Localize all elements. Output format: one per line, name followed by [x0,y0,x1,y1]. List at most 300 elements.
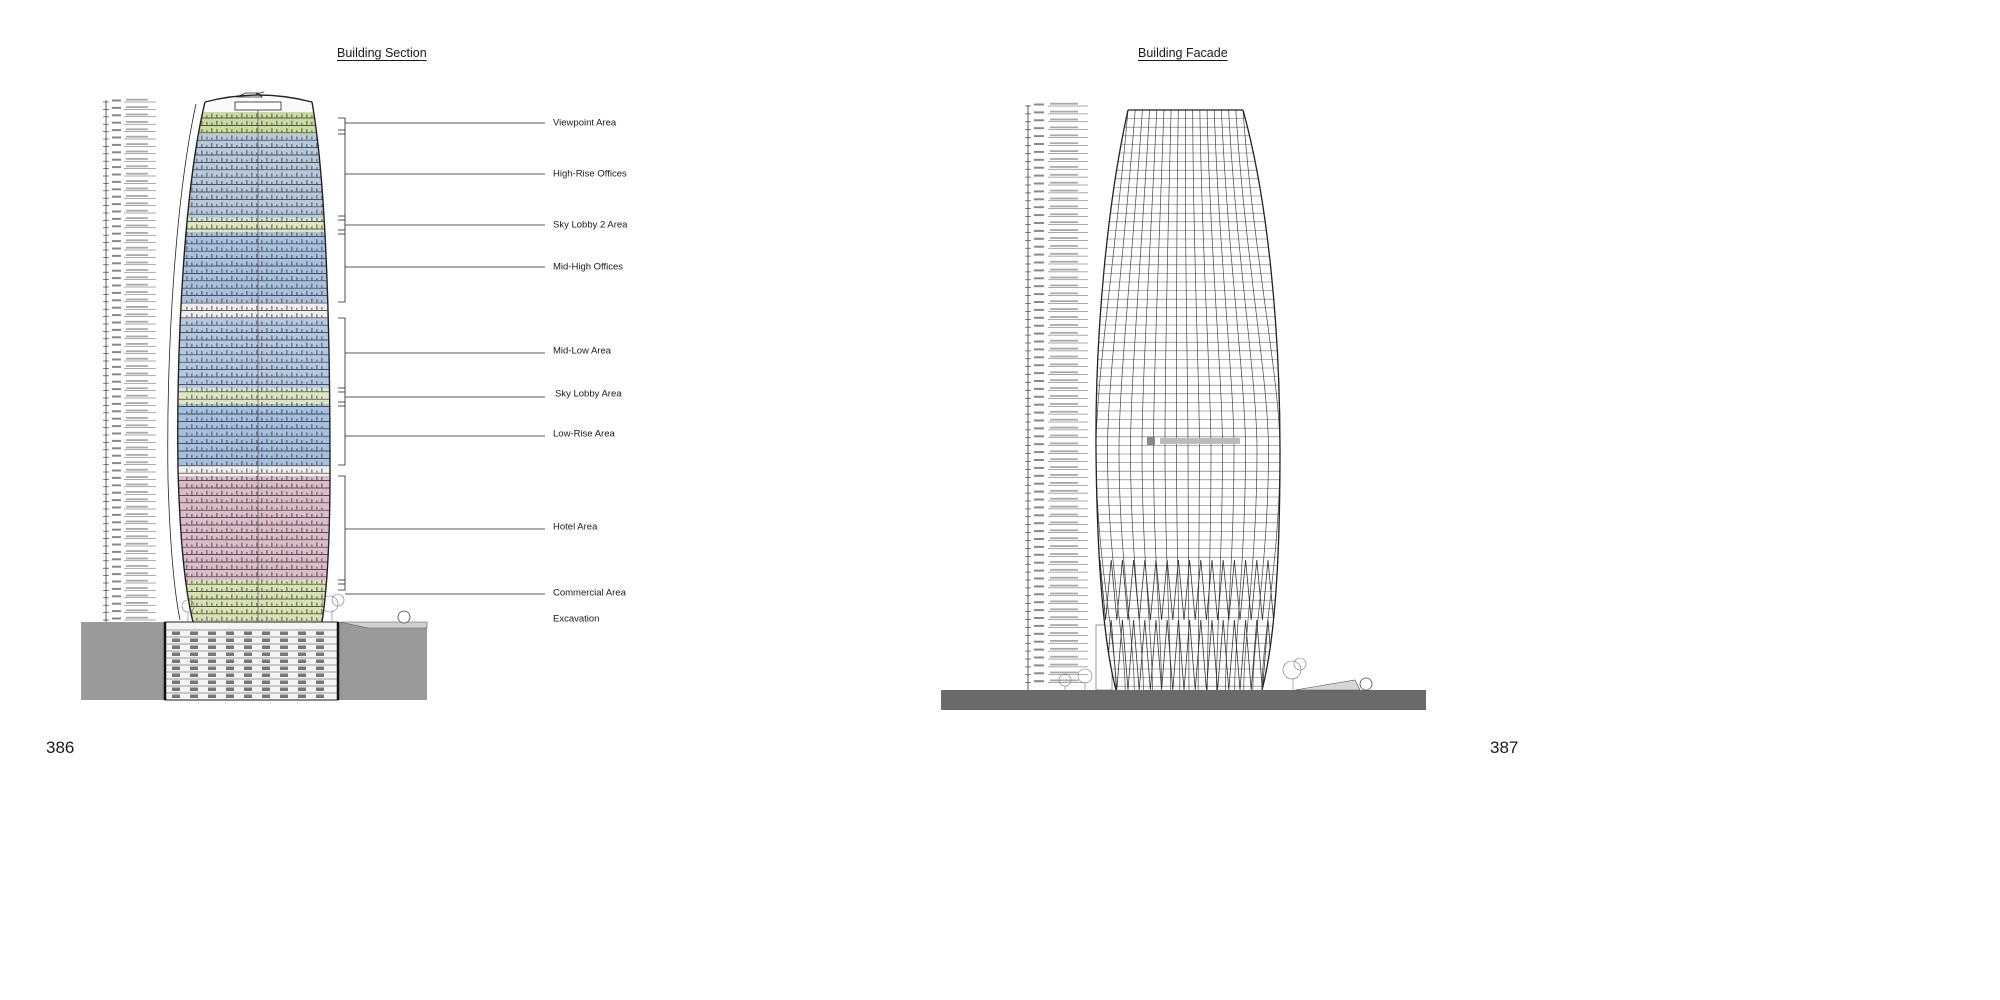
floor-detail [186,477,188,480]
floor-detail [286,270,288,273]
floor-detail [296,499,298,502]
level-mark [1034,388,1044,390]
floor-detail [316,410,318,413]
level-mark [126,195,148,197]
floor-detail [306,196,308,199]
floor-detail [241,113,243,117]
floor-detail [226,507,228,510]
floor-detail [246,513,248,517]
parking-car [262,632,270,636]
floor-detail [216,382,218,384]
floor-detail [191,212,193,214]
floor-detail [196,278,198,280]
floor-detail [241,471,243,473]
floor-detail [231,580,233,584]
level-mark [112,188,121,190]
level-mark [112,529,121,531]
floor-detail [221,470,223,473]
floor-detail [241,182,243,184]
floor-detail [301,582,303,584]
floor-detail [266,181,268,184]
floor-detail [301,285,303,288]
floor-detail [291,552,293,554]
floor-detail [241,536,243,539]
floor-detail [236,550,238,554]
floor-detail [321,558,323,561]
floor-detail [216,129,218,132]
floor-detail [206,337,208,339]
floor-detail [276,402,278,406]
floor-detail [316,417,318,421]
floor-detail [301,143,303,147]
floor-detail [256,299,258,302]
floor-detail [196,567,198,569]
floor-detail [251,602,253,606]
floor-detail [311,574,313,576]
floor-detail [241,485,243,487]
floor-detail [216,558,218,561]
floor-detail [231,537,233,539]
floor-detail [321,358,323,362]
floor-detail [291,150,293,154]
floor-detail [206,217,208,221]
floor-detail [296,373,298,376]
floor-detail [291,529,293,532]
floor-detail [321,387,323,391]
level-mark [126,121,148,123]
floor-detail [216,175,218,177]
floor-detail [226,138,228,140]
floor-detail [276,165,278,169]
floor-detail [306,232,308,236]
floor-detail [316,611,318,613]
floor-detail [221,499,223,502]
floor-detail [301,329,303,332]
floor-detail [186,144,188,147]
zone-label-sky-lobby: Sky Lobby Area [555,388,622,400]
level-mark [126,424,148,426]
floor-detail [296,269,298,273]
level-mark [1050,221,1078,223]
floor-detail [266,499,268,502]
floor-detail [196,500,198,502]
floor-detail [231,255,233,258]
floor-detail [221,284,223,288]
floor-detail [251,313,253,317]
floor-detail [266,323,268,325]
floor-detail [291,165,293,169]
floor-detail [186,397,188,399]
floor-detail [301,528,303,532]
floor-detail [216,121,218,125]
floor-detail [311,233,313,236]
level-mark [126,358,148,360]
level-mark [1050,656,1078,658]
floor-detail [251,359,253,362]
floor-detail [311,241,313,243]
floor-detail [266,559,268,561]
floor-detail [291,397,293,399]
floor-detail [271,306,273,310]
floor-detail [236,217,238,221]
floor-detail [321,537,323,539]
level-mark [112,159,121,161]
parking-car [172,660,180,664]
level-mark [1034,175,1044,177]
floor-detail [206,173,208,177]
level-mark [112,425,121,427]
floor-detail [191,158,193,162]
level-mark [1050,127,1078,129]
floor-detail [206,137,208,140]
floor-detail [311,173,313,177]
parking-car [190,632,198,636]
floor-detail [216,180,218,184]
floor-detail [316,293,318,295]
floor-detail [236,491,238,495]
floor-detail [286,263,288,265]
parking-car [226,695,234,699]
floor-detail [266,530,268,532]
floor-detail [251,574,253,576]
floor-detail [196,350,198,354]
floor-detail [321,493,323,495]
floor-detail [296,595,298,598]
level-mark [112,566,121,568]
floor-detail [251,559,253,561]
parking-car [190,667,198,671]
level-mark [112,151,121,153]
floor-detail [296,559,298,561]
floor-detail [281,308,283,310]
floor-detail [251,217,253,221]
tower-facade [1090,105,1285,695]
level-mark [1050,364,1078,366]
floor-detail [191,409,193,413]
floor-detail [271,195,273,199]
floor-detail [281,439,283,443]
floor-detail [216,477,218,480]
floor-detail [246,144,248,147]
floor-detail [266,388,268,391]
floor-detail [211,182,213,184]
floor-detail [256,440,258,443]
floor-detail [241,389,243,391]
floor-detail [316,425,318,428]
parking-car [226,674,234,678]
floor-detail [241,123,243,125]
floor-detail [281,151,283,154]
floor-detail [281,530,283,532]
floor-detail [201,366,203,369]
floor-detail [216,580,218,584]
level-mark [1034,325,1044,327]
floor-detail [201,565,203,569]
parking-car [244,674,252,678]
floor-detail [311,284,313,288]
floor-detail [211,557,213,561]
floor-detail [296,535,298,539]
floor-detail [226,143,228,147]
floor-detail [186,291,188,295]
floor-detail [261,619,263,621]
floor-detail [191,277,193,280]
floor-detail [231,300,233,302]
floor-detail [311,187,313,191]
level-mark [126,410,148,412]
floor-detail [211,572,213,576]
floor-detail [206,448,208,450]
floor-detail [211,306,213,310]
floor-detail [276,196,278,199]
level-mark [1050,300,1078,302]
floor-detail [201,619,203,621]
floor-detail [231,483,233,487]
floor-detail [246,307,248,310]
floor-detail [261,411,263,413]
floor-detail [266,419,268,421]
floor-detail [226,618,228,621]
floor-detail [246,594,248,598]
floor-detail [206,248,208,251]
floor-detail [216,204,218,206]
floor-detail [206,292,208,295]
floor-detail [291,508,293,510]
floor-detail [301,410,303,413]
level-mark [112,470,121,472]
floor-detail [286,456,288,458]
floor-detail [241,321,243,325]
level-mark [1034,380,1044,382]
floor-detail [246,276,248,280]
facade-title: Building Facade [1138,46,1228,60]
floor-detail [291,175,293,177]
floor-detail [196,195,198,199]
floor-detail [236,478,238,480]
floor-detail [256,417,258,421]
floor-detail [281,448,283,450]
floor-detail [241,224,243,228]
floor-detail [226,410,228,413]
floor-detail [186,165,188,169]
floor-detail [211,270,213,273]
floor-detail [216,300,218,302]
floor-detail [221,166,223,169]
parking-car [208,653,216,657]
floor-detail [281,617,283,621]
level-mark [1050,680,1078,682]
floor-detail [311,419,313,421]
floor-detail [271,404,273,406]
floor-detail [201,271,203,273]
floor-detail [316,167,318,169]
floor-detail [196,521,198,524]
level-mark [112,447,121,449]
floor-detail [281,248,283,251]
floor-detail [261,286,263,288]
level-mark [126,239,148,241]
floor-detail [241,507,243,510]
floor-detail [281,424,283,428]
floor-detail [236,581,238,584]
floor-detail [271,492,273,495]
floor-detail [216,343,218,347]
floor-detail [311,115,313,117]
level-mark [1034,285,1044,287]
floor-detail [256,138,258,140]
floor-detail [236,277,238,280]
floor-detail [246,315,248,317]
floor-detail [196,507,198,510]
floor-detail [246,255,248,258]
level-mark [1034,293,1044,295]
level-mark [1050,506,1078,508]
floor-detail [256,254,258,258]
floor-detail [216,469,218,473]
floor-detail [226,515,228,517]
floor-detail [241,329,243,332]
level-mark [1050,482,1078,484]
floor-detail [276,522,278,524]
floor-detail [281,292,283,295]
floor-detail [251,173,253,177]
floor-detail [251,617,253,621]
floor-detail [276,537,278,539]
floor-detail [311,530,313,532]
floor-detail [251,514,253,517]
floor-detail [261,609,263,613]
floor-detail [226,471,228,473]
floor-detail [226,557,228,561]
parking-car [298,646,306,650]
level-mark [112,107,121,109]
floor-detail [206,298,208,302]
floor-detail [301,174,303,177]
level-mark [1034,404,1044,406]
floor-detail [296,395,298,399]
level-mark [1034,427,1044,429]
floor-detail [226,239,228,243]
floor-detail [261,366,263,369]
floor-detail [226,188,228,191]
level-mark [126,565,148,567]
level-mark [112,373,121,375]
floor-detail [271,611,273,613]
floor-detail [201,300,203,302]
floor-detail [246,372,248,376]
floor-detail [216,261,218,265]
level-mark [112,225,121,227]
floor-detail [251,499,253,502]
floor-detail [261,196,263,199]
floor-detail [296,484,298,487]
floor-detail [266,514,268,517]
floor-detail [256,321,258,325]
floor-detail [271,543,273,547]
floor-detail [191,352,193,354]
level-mark [112,100,121,102]
floor-detail [196,543,198,547]
floor-detail [286,360,288,362]
floor-detail [301,485,303,487]
floor-detail [226,587,228,591]
floor-detail [271,224,273,228]
floor-detail [286,299,288,302]
floor-detail [316,278,318,280]
floor-detail [196,128,198,132]
floor-detail [201,477,203,480]
floor-detail [226,596,228,598]
floor-detail [186,402,188,406]
floor-detail [316,536,318,539]
level-mark [126,188,148,190]
floor-detail [221,589,223,591]
parking-car [298,653,306,657]
floor-detail [276,366,278,369]
level-mark [112,277,121,279]
floor-detail [191,559,193,561]
floor-detail [256,471,258,473]
floor-detail [271,446,273,450]
level-mark [1034,198,1044,200]
floor-detail [296,545,298,547]
floor-detail [206,212,208,214]
floor-detail [211,224,213,228]
floor-detail [241,314,243,317]
floor-detail [231,336,233,339]
floor-detail [306,426,308,428]
floor-detail [211,582,213,584]
parking-car [208,674,216,678]
level-mark [1050,553,1078,555]
floor-detail [311,617,313,621]
floor-detail [261,261,263,265]
floor-detail [261,240,263,243]
floor-detail [301,188,303,191]
floor-detail [321,513,323,517]
floor-detail [256,143,258,147]
level-mark [126,595,148,597]
level-mark [1034,190,1044,192]
parking-car [298,632,306,636]
floor-detail [261,211,263,214]
floor-detail [216,537,218,539]
floor-detail [236,262,238,265]
floor-detail [321,573,323,576]
floor-detail [301,572,303,576]
floor-detail [216,552,218,554]
floor-detail [241,374,243,376]
floor-detail [186,175,188,177]
floor-detail [266,328,268,332]
floor-detail [221,313,223,317]
floor-detail [191,323,193,325]
level-mark [1034,506,1044,508]
floor-detail [201,211,203,214]
floor-detail [206,323,208,325]
floor-detail [241,254,243,258]
floor-detail [226,389,228,391]
floor-detail [306,247,308,251]
floor-detail [246,397,248,399]
floor-detail [206,233,208,236]
floor-detail [321,426,323,428]
floor-detail [286,306,288,310]
floor-detail [256,152,258,154]
floor-detail [231,160,233,162]
floor-detail [261,462,263,465]
level-mark [1034,159,1044,161]
